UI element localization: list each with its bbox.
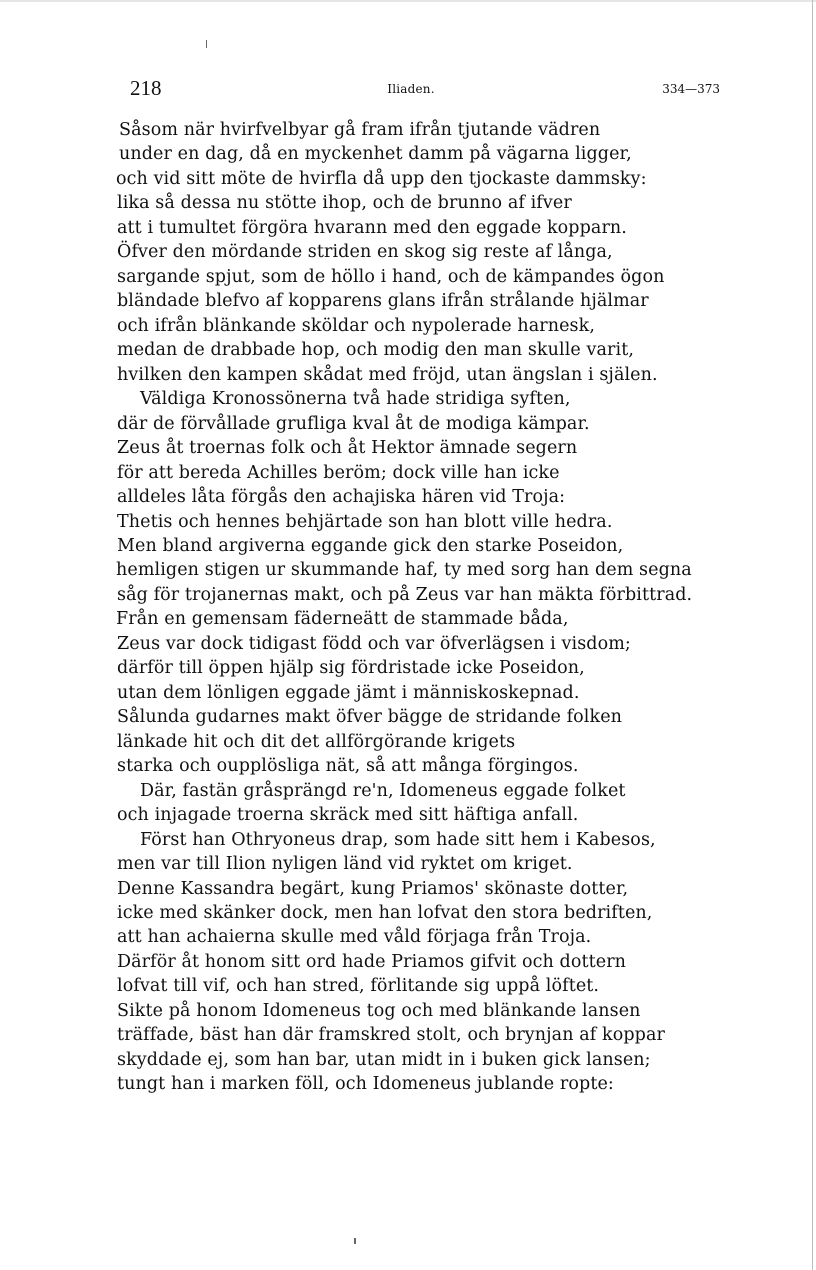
verse-line: Sålunda gudarnes makt öfver bägge de stridande folken <box>117 707 623 728</box>
verse-line: medan de drabbade hop, och modig den man skulle varit, <box>117 340 635 361</box>
page-number: 218 <box>130 76 162 100</box>
verse-line: Men bland argiverna eggande gick den starke Poseidon, <box>117 535 624 556</box>
verse-line: och vid sitt möte de hvirfla då upp den tjockaste dammsky: <box>116 168 647 189</box>
verse-line: men var till Ilion nyligen länd vid ryktet om kriget. <box>117 854 573 875</box>
running-title: Iliaden. <box>387 82 435 96</box>
verse-line: Thetis och hennes behjärtade son han blott ville hedra. <box>117 511 613 532</box>
verse-line: att han achaierna skulle med våld förjaga från Troja. <box>117 927 592 948</box>
verse-line: sargande spjut, som de höllo i hand, och de kämpandes ögon <box>117 266 665 287</box>
verse-line: länkade hit och dit det allförgörande krigets <box>117 731 516 752</box>
verse-line: att i tumultet förgöra hvarann med den eggade kopparn. <box>117 217 627 238</box>
verse-line: utan dem lönligen eggade jämt i människoskepnad. <box>117 682 580 703</box>
page-top-edge <box>0 0 816 2</box>
verse-line: icke med skänker dock, men han lofvat den stora bedriften, <box>117 903 653 923</box>
verse-line: under en dag, då en myckenhet damm på vägarna ligger, <box>119 144 632 165</box>
line-range: 334—373 <box>662 82 720 96</box>
verse-line: Öfver den mördande striden en skog sig reste af långa, <box>117 242 613 263</box>
verse-line: Zeus var dock tidigast född och var öfverlägsen i visdom; <box>117 633 631 654</box>
verse-line: och ifrån blänkande sköldar och nypolerade harnesk, <box>117 315 595 336</box>
verse-line: tungt han i marken föll, och Idomeneus jublande ropte: <box>117 1074 614 1095</box>
verse-line: lofvat till vif, och han stred, förlitande sig uppå löftet. <box>117 976 600 997</box>
verse-line: alldeles låta förgås den achajiska hären vid Troja: <box>117 487 566 508</box>
verse-line: skyddade ej, som han bar, utan midt in i buken gick lansen; <box>117 1049 651 1070</box>
scan-speck <box>354 1238 356 1244</box>
verse-line: Zeus åt troernas folk och åt Hektor ämnade segern <box>117 438 578 459</box>
verse-line: där de förvållade grufliga kval åt de modiga kämpar. <box>117 413 590 434</box>
verse-line: Sikte på honom Idomeneus tog och med blänkande lansen <box>117 1000 641 1021</box>
verse-line: lika så dessa nu stötte ihop, och de brunno af ifver <box>117 193 572 214</box>
scan-speck <box>206 40 207 48</box>
verse-line: Såsom när hvirfvelbyar gå fram ifrån tjutande vädren <box>119 120 601 140</box>
verse-line: Först han Othryoneus drap, som hade sitt hem i Kabesos, <box>140 829 656 850</box>
verse-line: bländade blefvo af kopparens glans ifrån strålande hjälmar <box>117 291 649 312</box>
verse-line: Väldiga Kronossönerna två hade stridiga syften, <box>140 389 571 410</box>
verse-line: för att bereda Achilles beröm; dock ville han icke <box>117 462 560 483</box>
page-header <box>130 76 722 104</box>
verse-line: träffade, bäst han där framskred stolt, och brynjan af koppar <box>117 1025 665 1046</box>
verse-block <box>116 118 736 1097</box>
verse-line: därför till öppen hjälp sig fördristade icke Poseidon, <box>117 658 585 679</box>
verse-line: Där, fastän gråsprängd re'n, Idomeneus eggade folket <box>140 780 626 801</box>
verse-line: Denne Kassandra begärt, kung Priamos' skönaste dotter, <box>117 878 629 899</box>
verse-line: hvilken den kampen skådat med fröjd, utan ängslan i själen. <box>117 364 658 385</box>
verse-line: starka och oupplösliga nät, så att många förgingos. <box>117 756 579 777</box>
verse-line: Från en gemensam fäderneätt de stammade båda, <box>116 609 569 630</box>
page-right-edge <box>812 0 813 1270</box>
verse-line: och injagade troerna skräck med sitt häftiga anfall. <box>117 805 579 826</box>
verse-line: såg för trojanernas makt, och på Zeus var han mäkta förbittrad. <box>117 584 693 605</box>
verse-line: Därför åt honom sitt ord hade Priamos gifvit och dottern <box>117 951 627 972</box>
verse-line: hemligen stigen ur skummande haf, ty med sorg han dem segna <box>116 560 692 581</box>
